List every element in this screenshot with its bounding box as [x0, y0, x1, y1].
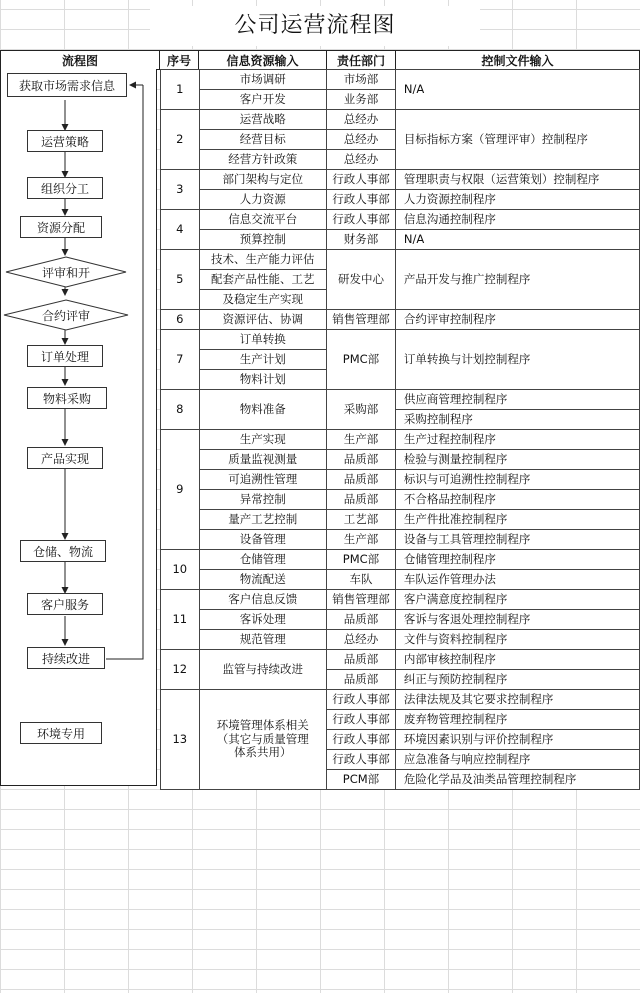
- control-doc-cell: 订单转换与计划控制程序: [395, 330, 639, 390]
- dept-cell: 总经办: [327, 630, 396, 650]
- dept-cell: 品质部: [327, 610, 396, 630]
- seq-cell: 12: [161, 650, 200, 690]
- info-cell: 监管与持续改进: [199, 650, 327, 690]
- dept-cell: 行政人事部: [327, 750, 396, 770]
- header-dept: 责任部门: [326, 50, 396, 70]
- dept-cell: 品质部: [327, 450, 396, 470]
- dept-cell: 生产部: [327, 430, 396, 450]
- table-row: [161, 110, 640, 130]
- flow-node-production: 产品实现: [27, 447, 103, 469]
- control-doc-cell: 危险化学品及油类品管理控制程序: [395, 770, 639, 790]
- table-row: [161, 570, 640, 590]
- info-cell: 及稳定生产实现: [199, 290, 327, 310]
- info-cell: 经营目标: [199, 130, 327, 150]
- dept-cell: 行政人事部: [327, 730, 396, 750]
- dept-cell: PMC部: [327, 330, 396, 390]
- seq-cell: 13: [161, 690, 200, 790]
- control-doc-cell: N/A: [395, 70, 639, 110]
- info-cell: 异常控制: [199, 490, 327, 510]
- seq-cell: 11: [161, 590, 200, 650]
- info-cell: 可追溯性管理: [199, 470, 327, 490]
- dept-cell: 总经办: [327, 110, 396, 130]
- info-cell: 运营战略: [199, 110, 327, 130]
- seq-cell: 6: [161, 310, 200, 330]
- table-row: [161, 430, 640, 450]
- seq-cell: 4: [161, 210, 200, 250]
- control-doc-cell: 信息沟通控制程序: [395, 210, 639, 230]
- dept-cell: 行政人事部: [327, 210, 396, 230]
- process-table: [160, 69, 640, 790]
- table-row: [161, 510, 640, 530]
- info-cell: 预算控制: [199, 230, 327, 250]
- control-doc-cell: 环境因素识别与评价控制程序: [395, 730, 639, 750]
- table-row: [161, 70, 640, 90]
- diamond-label: 评审和开: [41, 265, 90, 280]
- control-doc-cell: 应急准备与响应控制程序: [395, 750, 639, 770]
- control-doc-cell: 仓储管理控制程序: [395, 550, 639, 570]
- info-cell: 客户开发: [199, 90, 327, 110]
- control-doc-cell: 产品开发与推广控制程序: [395, 250, 639, 310]
- table-row: [161, 550, 640, 570]
- dept-cell: 行政人事部: [327, 710, 396, 730]
- seq-cell: 2: [161, 110, 200, 170]
- info-cell: 环境管理体系相关 （其它与质量管理 体系共用）: [199, 690, 327, 790]
- info-cell: 客户信息反馈: [199, 590, 327, 610]
- table-row: [161, 530, 640, 550]
- dept-cell: PCM部: [327, 770, 396, 790]
- table-row: [161, 330, 640, 350]
- seq-cell: 7: [161, 330, 200, 390]
- dept-cell: 总经办: [327, 150, 396, 170]
- control-doc-cell: N/A: [395, 230, 639, 250]
- table-row: [161, 630, 640, 650]
- info-cell: 信息交流平台: [199, 210, 327, 230]
- info-cell: 物料准备: [199, 390, 327, 430]
- seq-cell: 10: [161, 550, 200, 590]
- control-doc-cell: 生产件批准控制程序: [395, 510, 639, 530]
- dept-cell: 品质部: [327, 650, 396, 670]
- table-row: [161, 170, 640, 190]
- flow-node-purchase: 物料采购: [27, 387, 107, 409]
- flow-node-market-info: 获取市场需求信息: [7, 73, 127, 97]
- info-cell: 资源评估、协调: [199, 310, 327, 330]
- dept-cell: 业务部: [327, 90, 396, 110]
- dept-cell: 财务部: [327, 230, 396, 250]
- control-doc-cell: 采购控制程序: [395, 410, 639, 430]
- table-row: [161, 590, 640, 610]
- dept-cell: 采购部: [327, 390, 396, 430]
- table-row: [161, 650, 640, 670]
- control-doc-cell: 生产过程控制程序: [395, 430, 639, 450]
- control-doc-cell: 合约评审控制程序: [395, 310, 639, 330]
- dept-cell: 行政人事部: [327, 690, 396, 710]
- control-doc-cell: 废弃物管理控制程序: [395, 710, 639, 730]
- control-doc-cell: 文件与资料控制程序: [395, 630, 639, 650]
- flow-node-review-open: [5, 256, 127, 288]
- header-seq: 序号: [159, 50, 199, 70]
- seq-cell: 5: [161, 250, 200, 310]
- info-cell: 配套产品性能、工艺: [199, 270, 327, 290]
- dept-cell: 行政人事部: [327, 170, 396, 190]
- info-cell: 物流配送: [199, 570, 327, 590]
- control-doc-cell: 检验与测量控制程序: [395, 450, 639, 470]
- control-doc-cell: 设备与工具管理控制程序: [395, 530, 639, 550]
- control-doc-cell: 内部审核控制程序: [395, 650, 639, 670]
- info-cell: 技术、生产能力评估: [199, 250, 327, 270]
- flow-node-division: 组织分工: [27, 177, 103, 199]
- info-cell: 仓储管理: [199, 550, 327, 570]
- info-cell: 经营方针政策: [199, 150, 327, 170]
- table-row: [161, 690, 640, 710]
- dept-cell: 车队: [327, 570, 396, 590]
- header-flow: 流程图: [0, 50, 160, 70]
- info-cell: 质量监视测量: [199, 450, 327, 470]
- info-cell: 人力资源: [199, 190, 327, 210]
- info-cell: 部门架构与定位: [199, 170, 327, 190]
- table-row: [161, 470, 640, 490]
- dept-cell: PMC部: [327, 550, 396, 570]
- seq-cell: 1: [161, 70, 200, 110]
- page-title: 公司运营流程图: [150, 6, 480, 46]
- info-cell: 物料计划: [199, 370, 327, 390]
- control-doc-cell: 供应商管理控制程序: [395, 390, 639, 410]
- control-doc-cell: 人力资源控制程序: [395, 190, 639, 210]
- table-row: [161, 310, 640, 330]
- dept-cell: 工艺部: [327, 510, 396, 530]
- control-doc-cell: 客户满意度控制程序: [395, 590, 639, 610]
- info-cell: 生产计划: [199, 350, 327, 370]
- table-row: [161, 390, 640, 410]
- dept-cell: 品质部: [327, 490, 396, 510]
- flow-node-order: 订单处理: [27, 345, 103, 367]
- flow-node-logistics: 仓储、物流: [20, 540, 106, 562]
- table-row: [161, 490, 640, 510]
- control-doc-cell: 管理职责与权限（运营策划）控制程序: [395, 170, 639, 190]
- info-cell: 市场调研: [199, 70, 327, 90]
- dept-cell: 品质部: [327, 670, 396, 690]
- table-row: [161, 250, 640, 270]
- table-row: [161, 190, 640, 210]
- flow-node-resource: 资源分配: [20, 216, 102, 238]
- control-doc-cell: 标识与可追溯性控制程序: [395, 470, 639, 490]
- table-row: [161, 610, 640, 630]
- flow-node-improve: 持续改进: [27, 647, 105, 669]
- control-doc-cell: 客诉与客退处理控制程序: [395, 610, 639, 630]
- dept-cell: 品质部: [327, 470, 396, 490]
- seq-cell: 8: [161, 390, 200, 430]
- seq-cell: 3: [161, 170, 200, 210]
- flow-node-environment: 环境专用: [20, 722, 102, 744]
- info-cell: 客诉处理: [199, 610, 327, 630]
- header-ctrl: 控制文件输入: [395, 50, 640, 70]
- seq-cell: 9: [161, 430, 200, 550]
- dept-cell: 销售管理部: [327, 590, 396, 610]
- dept-cell: 总经办: [327, 130, 396, 150]
- diamond-label: 合约评审: [41, 308, 90, 323]
- dept-cell: 销售管理部: [327, 310, 396, 330]
- table-row: [161, 210, 640, 230]
- flow-node-service: 客户服务: [27, 593, 103, 615]
- dept-cell: 生产部: [327, 530, 396, 550]
- control-doc-cell: 目标指标方案（管理评审）控制程序: [395, 110, 639, 170]
- dept-cell: 行政人事部: [327, 190, 396, 210]
- info-cell: 规范管理: [199, 630, 327, 650]
- info-cell: 生产实现: [199, 430, 327, 450]
- control-doc-cell: 纠正与预防控制程序: [395, 670, 639, 690]
- control-doc-cell: 不合格品控制程序: [395, 490, 639, 510]
- dept-cell: 市场部: [327, 70, 396, 90]
- flow-node-contract-review: [3, 299, 129, 331]
- info-cell: 量产工艺控制: [199, 510, 327, 530]
- info-cell: 设备管理: [199, 530, 327, 550]
- info-cell: 订单转换: [199, 330, 327, 350]
- header-info: 信息资源输入: [198, 50, 327, 70]
- table-row: [161, 230, 640, 250]
- control-doc-cell: 车队运作管理办法: [395, 570, 639, 590]
- table-row: [161, 450, 640, 470]
- dept-cell: 研发中心: [327, 250, 396, 310]
- flow-node-strategy: 运营策略: [27, 130, 103, 152]
- control-doc-cell: 法律法规及其它要求控制程序: [395, 690, 639, 710]
